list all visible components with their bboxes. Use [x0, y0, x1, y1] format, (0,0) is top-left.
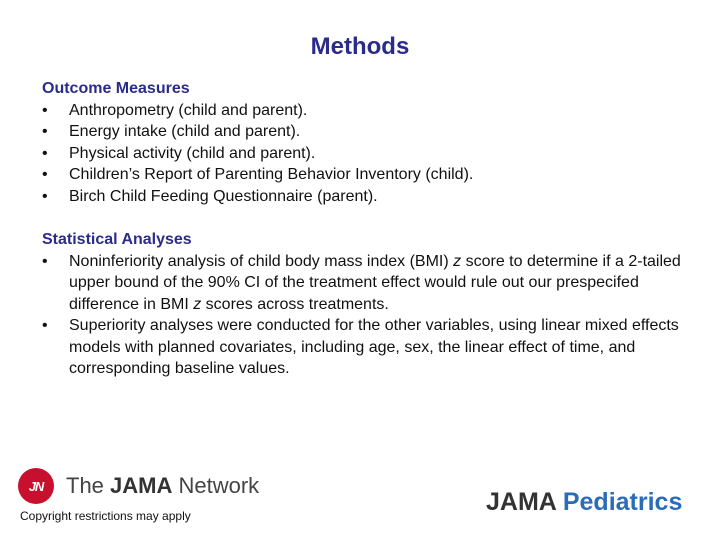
jama-pediatrics-logo — [486, 488, 682, 517]
list-item — [42, 143, 682, 165]
list-item-text: Noninferiority analysis of child body mass index (BMI) z score to determine if a 2-tailed upper bound of the 90% CI of the treatment effect would rule out our prespecifed difference in BMI z scores across treatments. — [69, 252, 681, 313]
list-item — [42, 164, 682, 186]
copyright-notice: Copyright restrictions may apply — [20, 509, 191, 523]
bullet: • — [42, 166, 48, 183]
list-item — [42, 121, 682, 143]
journal-name-pediatrics: Pediatrics — [562, 488, 683, 516]
bullet: • — [42, 317, 48, 334]
outcome-measures-heading: Outcome Measures — [42, 80, 190, 97]
section-spacer — [42, 207, 682, 229]
list-item — [42, 186, 682, 208]
list-item-text: Children’s Report of Parenting Behavior Inventory (child). — [69, 166, 474, 183]
list-item — [42, 100, 682, 122]
list-item-text: Anthropometry (child and parent). — [69, 101, 308, 119]
slide-title: Methods — [310, 33, 410, 60]
outcome-measures-list — [42, 100, 682, 208]
list-item-text: Superiority analyses were conducted for the other variables, using linear mixed effects models with planned covariates, including age, sex, the linear effect of time, and corresponding baseline values. — [69, 317, 679, 377]
list-item-text: Energy intake (child and parent). — [69, 123, 301, 140]
bullet: • — [42, 144, 48, 162]
list-item — [42, 251, 682, 316]
journal-name-jama: JAMA — [486, 488, 557, 516]
slide-content — [42, 78, 682, 380]
bullet: • — [42, 252, 48, 270]
list-item — [42, 315, 682, 380]
list-item-text: Birch Child Feeding Questionnaire (parent). — [69, 187, 378, 205]
statistical-analyses-heading: Statistical Analyses — [42, 231, 192, 248]
bullet: • — [42, 187, 48, 205]
jn-logo-icon: JN — [18, 468, 54, 504]
list-item-text: Physical activity (child and parent). — [69, 144, 316, 162]
jama-network-wordmark: The JAMA Network — [66, 473, 260, 498]
bullet: • — [42, 101, 48, 119]
statistical-analyses-list — [42, 251, 682, 380]
bullet: • — [42, 123, 48, 140]
jama-network-logo — [18, 466, 259, 506]
